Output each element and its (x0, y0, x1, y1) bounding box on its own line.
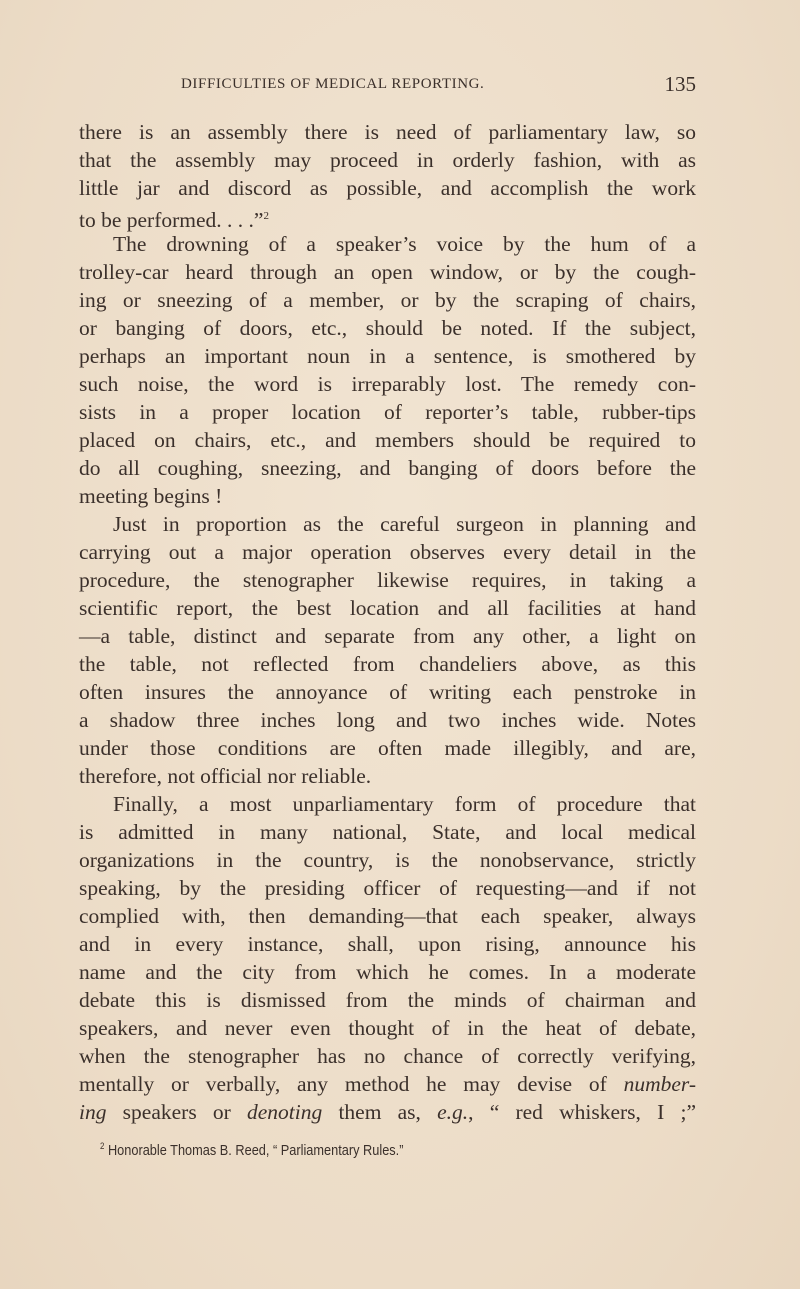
text-line (79, 818, 696, 846)
text-line (79, 538, 696, 566)
text-line (79, 958, 696, 986)
text-line (79, 734, 696, 762)
text-line (79, 930, 696, 958)
page-number: 135 (664, 72, 696, 96)
body-text (79, 118, 696, 1126)
text-segment: complied with, then demanding—that each speaker, always (79, 904, 696, 928)
italic-text: ing (79, 1100, 107, 1124)
text-segment: debate this is dismissed from the minds of chairman and (79, 988, 696, 1012)
footnote-marker: 2 (100, 1141, 105, 1151)
text-segment: —a table, distinct and separate from any other, a light on (79, 624, 696, 648)
text-line (79, 230, 696, 258)
text-segment: speakers, and never even thought of in the heat of debate, (79, 1016, 696, 1040)
text-segment: when the stenographer has no chance of correctly verifying, (79, 1044, 696, 1068)
text-segment: trolley-car heard through an open window, or by the cough- (79, 260, 696, 284)
text-segment: a shadow three inches long and two inches wide. Notes (79, 708, 696, 732)
text-line (79, 258, 696, 286)
text-line (79, 762, 696, 790)
text-line (79, 146, 696, 174)
text-line (79, 846, 696, 874)
text-segment: perhaps an important noun in a sentence, is smothered by (79, 344, 696, 368)
text-line (79, 370, 696, 398)
text-line (79, 342, 696, 370)
text-segment: or banging of doors, etc., should be noted. If the subject, (79, 316, 696, 340)
text-segment: there is an assembly there is need of parliamentary law, so (79, 120, 696, 144)
footnote-text: Honorable Thomas B. Reed, “ Parliamentary Rules.” (107, 1142, 404, 1159)
text-segment: meeting begins ! (79, 484, 223, 508)
text-segment: that the assembly may proceed in orderly fashion, with as (79, 148, 696, 172)
text-segment: , “ red whiskers, I ;” (468, 1100, 696, 1124)
text-line (79, 482, 696, 510)
text-segment: little jar and discord as possible, and accomplish the work (79, 176, 696, 200)
text-segment: often insures the annoyance of writing each penstroke in (79, 680, 696, 704)
text-line (79, 566, 696, 594)
footnote (100, 1141, 403, 1159)
text-line (79, 986, 696, 1014)
text-line (79, 790, 696, 818)
text-segment: name and the city from which he comes. In a moderate (79, 960, 696, 984)
text-line (79, 1070, 696, 1098)
footnote-reference: 2 (263, 210, 269, 222)
text-segment: is admitted in many national, State, and local medical (79, 820, 696, 844)
text-segment: do all coughing, sneezing, and banging of doors before the (79, 456, 696, 480)
text-line (79, 874, 696, 902)
text-segment: to be performed. . . .” (79, 208, 264, 233)
text-line (79, 1014, 696, 1042)
text-line (79, 650, 696, 678)
text-segment: Finally, a most unparliamentary form of procedure that (113, 792, 696, 816)
text-segment: organizations in the country, is the nonobservance, strictly (79, 848, 696, 872)
text-segment: carrying out a major operation observes every detail in the (79, 540, 696, 564)
text-segment: such noise, the word is irreparably lost. The remedy con- (79, 372, 696, 396)
text-segment: the table, not reflected from chandeliers above, as this (79, 652, 696, 676)
page-header (79, 74, 696, 98)
text-segment: them as, (322, 1100, 438, 1124)
text-segment: speakers or (106, 1100, 247, 1124)
text-line (79, 118, 696, 146)
text-segment: under those conditions are often made illegibly, and are, (79, 736, 696, 760)
text-line (79, 594, 696, 622)
text-line (79, 706, 696, 734)
text-line (79, 1042, 696, 1070)
text-line (79, 622, 696, 650)
text-segment: ing or sneezing of a member, or by the scraping of chairs, (79, 288, 696, 312)
running-title: DIFFICULTIES OF MEDICAL REPORTING. (181, 76, 485, 92)
text-line (79, 902, 696, 930)
text-segment: mentally or verbally, any method he may devise of (79, 1072, 624, 1096)
text-segment: The drowning of a speaker’s voice by the hum of a (113, 232, 696, 256)
text-segment: placed on chairs, etc., and members should be required to (79, 428, 696, 452)
italic-text: e.g. (437, 1100, 469, 1124)
text-segment: sists in a proper location of reporter’s table, rubber-tips (79, 400, 696, 424)
text-line (79, 1098, 696, 1126)
text-line (79, 426, 696, 454)
text-line (79, 314, 696, 342)
text-segment: speaking, by the presiding officer of requesting—and if not (79, 876, 696, 900)
italic-text: number- (623, 1072, 696, 1096)
text-segment: therefore, not official nor reliable. (79, 764, 372, 788)
text-segment: Just in proportion as the careful surgeon in planning and (113, 512, 696, 536)
italic-text: denoting (247, 1100, 323, 1124)
text-line (79, 286, 696, 314)
text-line (79, 510, 696, 538)
text-line (79, 202, 696, 233)
text-line (79, 454, 696, 482)
text-line (79, 174, 696, 202)
text-segment: procedure, the stenographer likewise requires, in taking a (79, 568, 696, 592)
text-segment: scientific report, the best location and all facilities at hand (79, 596, 696, 620)
text-line (79, 398, 696, 426)
text-segment: and in every instance, shall, upon rising, announce his (79, 932, 696, 956)
text-line (79, 678, 696, 706)
